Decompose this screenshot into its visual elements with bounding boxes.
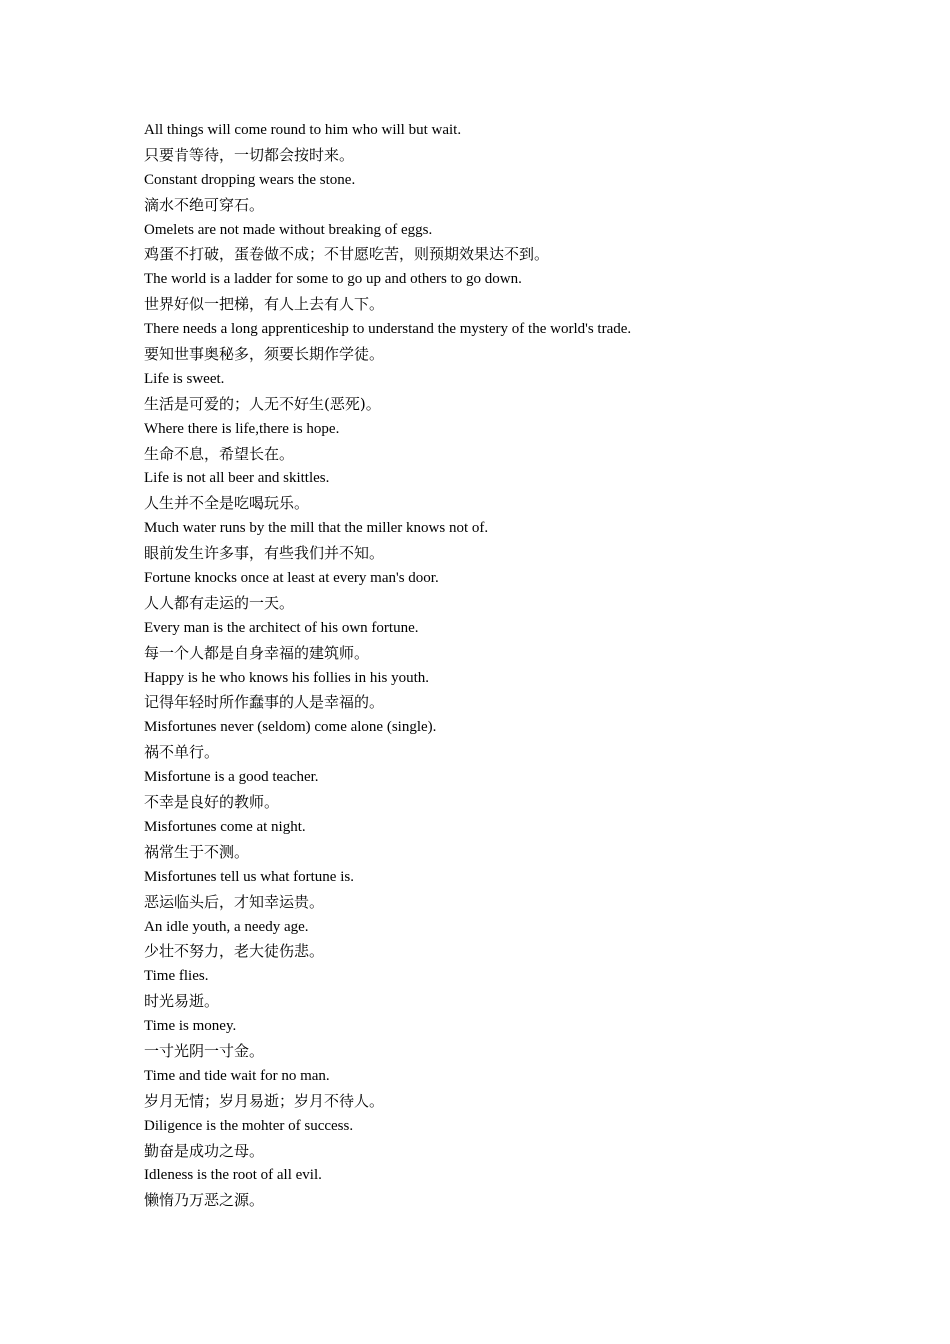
proverb-item xyxy=(144,566,924,616)
english-proverb: Happy is he who knows his follies in his youth. xyxy=(144,669,429,686)
proverb-item xyxy=(144,765,924,815)
chinese-translation: 滴水不绝可穿石。 xyxy=(144,195,265,214)
chinese-translation: 祸常生于不测。 xyxy=(144,842,250,861)
english-proverb: Life is not all beer and skittles. xyxy=(144,470,330,487)
english-proverb: Misfortunes come at night. xyxy=(144,818,306,835)
proverb-item xyxy=(144,815,924,865)
proverb-list xyxy=(144,118,924,1213)
chinese-translation: 人生并不全是吃喝玩乐。 xyxy=(144,494,310,513)
proverb-item xyxy=(144,417,924,467)
english-proverb: Life is sweet. xyxy=(144,370,225,387)
chinese-translation: 少壮不努力，老大徒伤悲。 xyxy=(144,942,325,961)
proverb-item xyxy=(144,915,924,965)
chinese-translation: 勤奋是成功之母。 xyxy=(144,1141,265,1160)
english-proverb: Where there is life,there is hope. xyxy=(144,420,340,437)
proverb-item xyxy=(144,1064,924,1114)
chinese-translation: 记得年轻时所作蠢事的人是幸福的。 xyxy=(144,693,385,712)
proverb-item xyxy=(144,1014,924,1064)
chinese-translation: 生活是可爱的；人无不好生(恶死)。 xyxy=(144,394,381,413)
chinese-translation: 时光易逝。 xyxy=(144,992,220,1011)
chinese-translation: 祸不单行。 xyxy=(144,743,220,762)
chinese-translation: 鸡蛋不打破，蛋卷做不成；不甘愿吃苦，则预期效果达不到。 xyxy=(144,245,550,264)
english-proverb: Omelets are not made without breaking of eggs. xyxy=(144,221,433,238)
proverb-item xyxy=(144,964,924,1014)
chinese-translation: 一寸光阴一寸金。 xyxy=(144,1041,265,1060)
proverb-item xyxy=(144,168,924,218)
proverb-item xyxy=(144,118,924,168)
english-proverb: Misfortune is a good teacher. xyxy=(144,769,319,786)
english-proverb: Time and tide wait for no man. xyxy=(144,1067,330,1084)
proverb-item xyxy=(144,666,924,716)
english-proverb: All things will come round to him who will but wait. xyxy=(144,122,462,138)
proverb-item xyxy=(144,516,924,566)
proverb-item xyxy=(144,317,924,367)
english-proverb: Time flies. xyxy=(144,968,209,985)
chinese-translation: 眼前发生许多事，有些我们并不知。 xyxy=(144,544,385,563)
english-proverb: Much water runs by the mill that the miller knows not of. xyxy=(144,520,489,537)
proverb-item xyxy=(144,865,924,915)
proverb-item xyxy=(144,616,924,666)
english-proverb: There needs a long apprenticeship to understand the mystery of the world's trade. xyxy=(144,321,632,338)
proverb-item xyxy=(144,367,924,417)
chinese-translation: 每一个人都是自身幸福的建筑师。 xyxy=(144,643,370,662)
chinese-translation: 只要肯等待，一切都会按时来。 xyxy=(144,145,355,164)
english-proverb: Time is money. xyxy=(144,1018,237,1035)
proverb-item xyxy=(144,267,924,317)
english-proverb: Every man is the architect of his own fortune. xyxy=(144,619,419,636)
chinese-translation: 要知世事奥秘多，须要长期作学徒。 xyxy=(144,345,385,364)
chinese-translation: 懒惰乃万恶之源。 xyxy=(144,1191,265,1210)
english-proverb: The world is a ladder for some to go up and others to go down. xyxy=(144,271,522,288)
proverb-item xyxy=(144,715,924,765)
english-proverb: Misfortunes never (seldom) come alone (single). xyxy=(144,719,437,736)
english-proverb: Fortune knocks once at least at every man's door. xyxy=(144,570,439,587)
chinese-translation: 不幸是良好的教师。 xyxy=(144,793,280,812)
english-proverb: Constant dropping wears the stone. xyxy=(144,171,356,188)
chinese-translation: 岁月无情；岁月易逝；岁月不待人。 xyxy=(144,1091,385,1110)
english-proverb: Idleness is the root of all evil. xyxy=(144,1167,322,1184)
chinese-translation: 生命不息，希望长在。 xyxy=(144,444,295,463)
chinese-translation: 世界好似一把梯，有人上去有人下。 xyxy=(144,295,385,314)
english-proverb: Diligence is the mohter of success. xyxy=(144,1117,354,1134)
english-proverb: Misfortunes tell us what fortune is. xyxy=(144,868,354,885)
proverb-item xyxy=(144,466,924,516)
proverb-item xyxy=(144,218,924,268)
chinese-translation: 恶运临头后，才知幸运贵。 xyxy=(144,892,325,911)
english-proverb: An idle youth, a needy age. xyxy=(144,918,309,935)
proverb-item xyxy=(144,1163,924,1213)
chinese-translation: 人人都有走运的一天。 xyxy=(144,593,295,612)
proverb-item xyxy=(144,1114,924,1164)
